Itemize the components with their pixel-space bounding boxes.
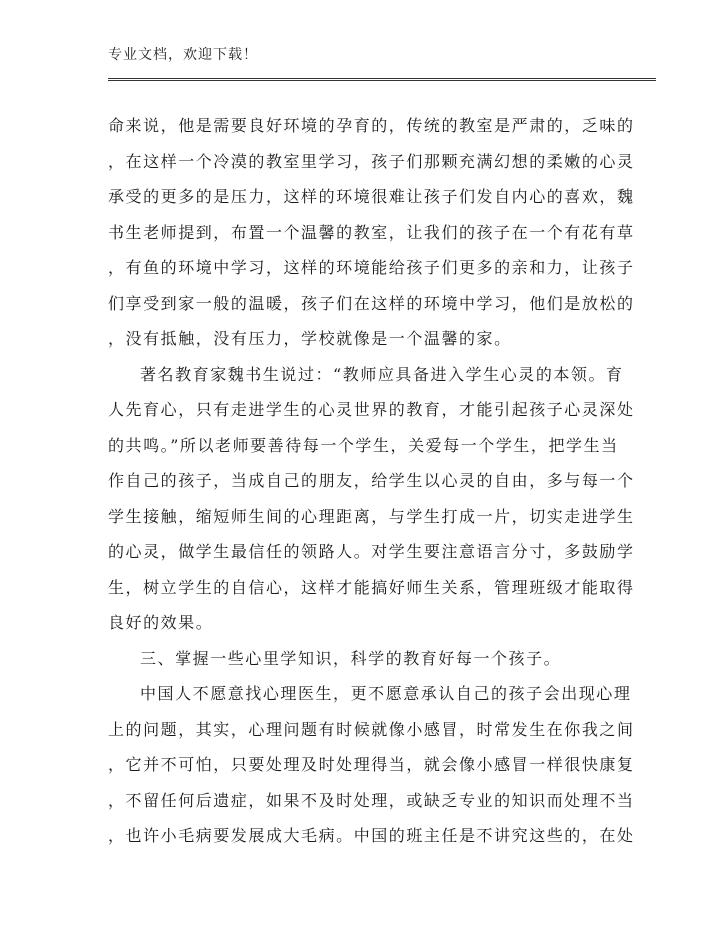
text-line: 三、掌握一些心里学知识，科学的教育好每一个孩子。 <box>140 648 562 668</box>
text-line: 命来说，他是需要良好环境的孕育的，传统的教室是严肃的，乏味的 <box>108 116 635 135</box>
text-line: 们享受到家一般的温暖，孩子们在这样的环境中学习，他们是放松的 <box>108 293 635 313</box>
text-line: ，也许小毛病要发展成大毛病。中国的班主任是不讲究这些的，在处 <box>108 826 635 845</box>
page-header-text: 专业文档，欢迎下载！ <box>108 47 258 63</box>
text-line: ，没有抵触，没有压力，学校就像是一个温馨的家。 <box>108 329 512 348</box>
text-line: ，在这样一个冷漠的教室里学习，孩子们那颗充满幻想的柔嫩的心灵 <box>108 151 635 171</box>
text-line: 中国人不愿意找心理医生，更不愿意承认自己的孩子会出现心理 <box>140 684 632 703</box>
text-line: ，不留任何后遗症，如果不及时处理，或缺乏专业的知识而处理不当 <box>108 790 635 810</box>
header-divider <box>108 78 656 81</box>
text-line: 人先育心，只有走进学生的心灵世界的教育，才能引起孩子心灵深处 <box>108 400 635 419</box>
text-line: ，有鱼的环境中学习，这样的环境能给孩子们更多的亲和力，让孩子 <box>108 258 635 277</box>
text-line: 著名教育家魏书生说过：“教师应具备进入学生心灵的本领。育 <box>140 364 624 384</box>
text-line: 生，树立学生的自信心，这样才能搞好师生关系，管理班级才能取得 <box>108 577 635 597</box>
text-line: 良好的效果。 <box>108 613 214 632</box>
text-line: 学生接触，缩短师生间的心理距离，与学生打成一片，切实走进学生 <box>108 506 635 526</box>
text-line: 承受的更多的是压力，这样的环境很难让孩子们发自内心的喜欢，魏 <box>108 187 635 206</box>
text-line: 书生老师提到，布置一个温馨的教室，让我们的孩子在一个有花有草 <box>108 222 635 242</box>
text-line: 的心灵，做学生最信任的领路人。对学生要注意语言分寸，多鼓励学 <box>108 542 635 561</box>
text-line: ，它并不可怕，只要处理及时处理得当，就会像小感冒一样很快康复 <box>108 755 635 774</box>
text-line: 作自己的孩子，当成自己的朋友，给学生以心灵的自由，多与每一个 <box>108 471 635 490</box>
document-body <box>108 108 635 854</box>
text-line: 的共鸣。”所以老师要善待每一个学生，关爱每一个学生，把学生当 <box>108 435 619 455</box>
text-line: 上的问题，其实，心理问题有时候就像小感冒，时常发生在你我之间 <box>108 719 635 739</box>
